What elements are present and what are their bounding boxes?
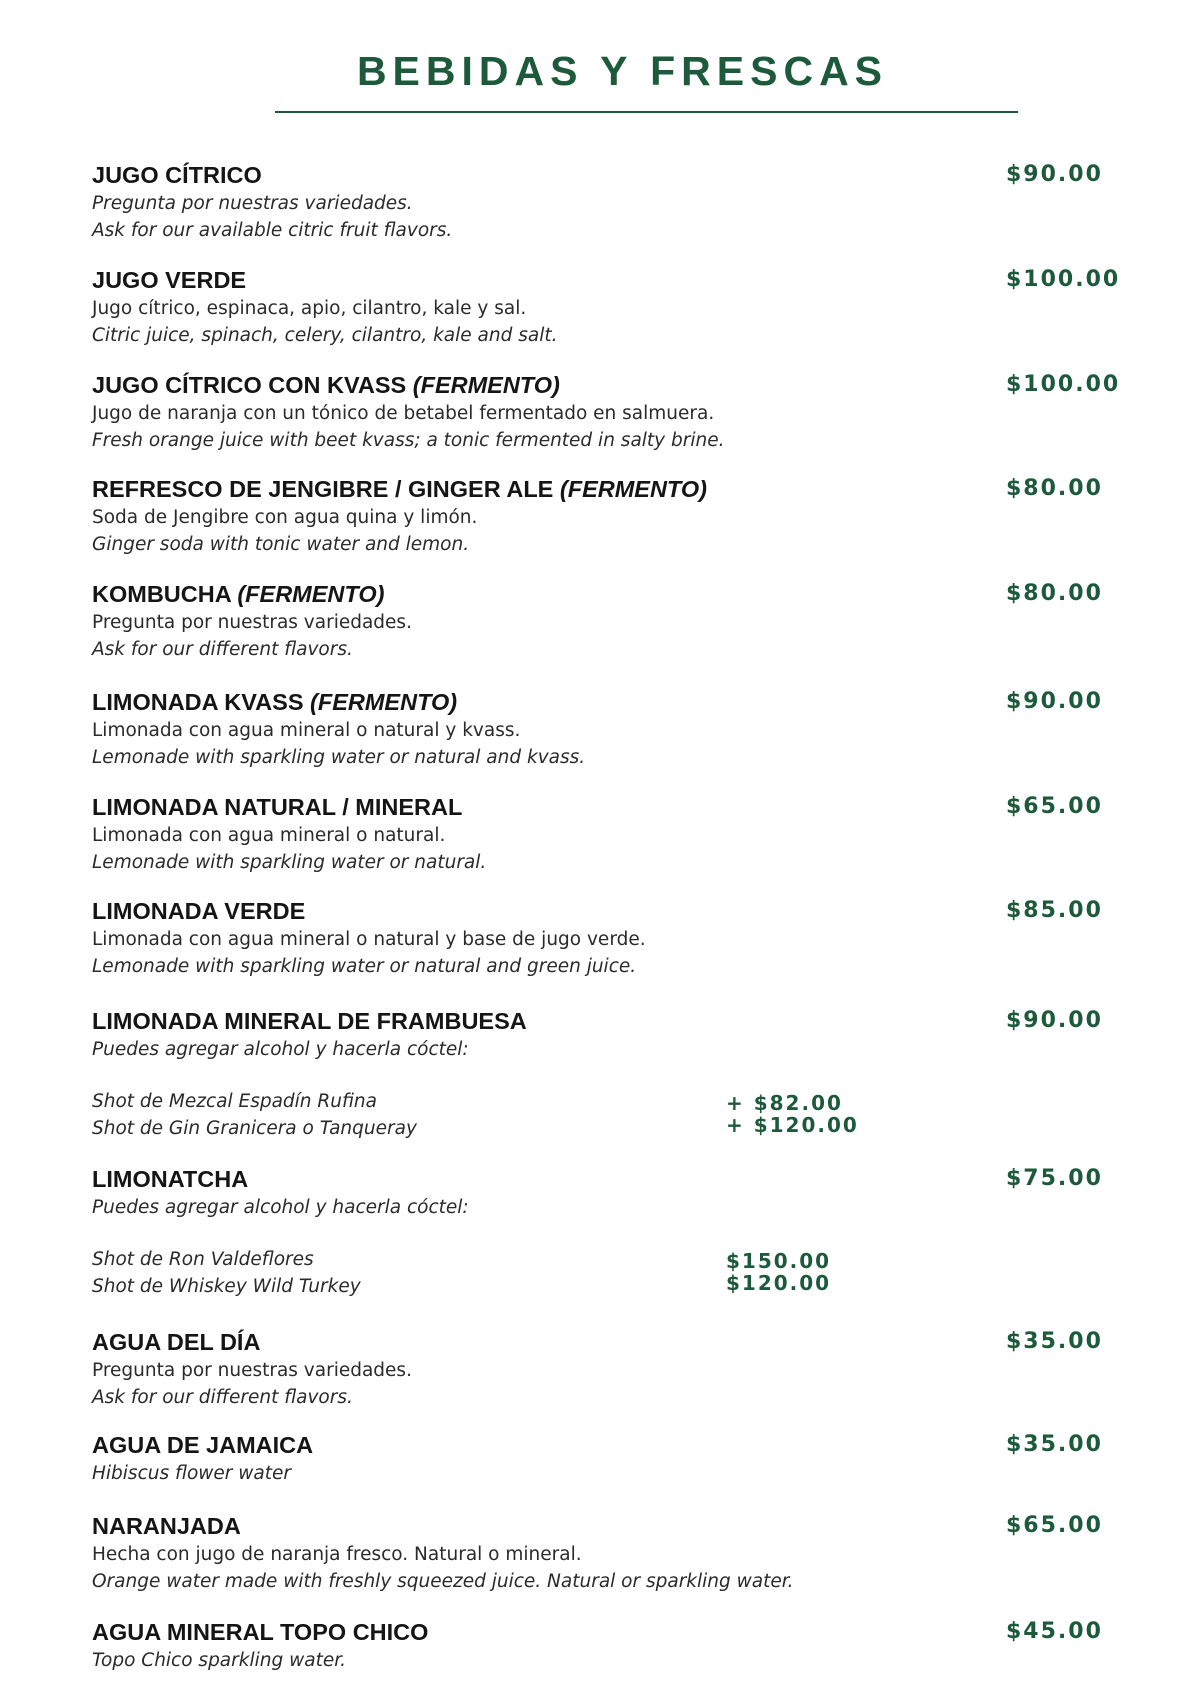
item-price: $90.00 [1006,1008,1103,1033]
item-name [92,1006,1132,1036]
item-description: Puedes agregar alcohol y hacerla cóctel: [92,1197,469,1218]
item-name [92,1617,1132,1647]
item-description: Jugo cítrico, espinaca, apio, cilantro, kale y sal. [92,298,527,319]
item-price: $65.00 [1006,794,1103,819]
addon-label: Shot de Gin Granicera o Tanqueray [92,1118,417,1139]
menu-item [92,370,1132,454]
item-description: Lemonade with sparkling water or natural. [92,852,487,873]
item-description: Ginger soda with tonic water and lemon. [92,534,470,555]
menu-item [92,1164,1132,1300]
item-price: $90.00 [1006,689,1103,714]
item-description: Limonada con agua mineral o natural. [92,825,446,846]
item-description: Fresh orange juice with beet kvass; a tonic fermented in salty brine. [92,430,725,451]
item-name-text: LIMONADA VERDE [92,898,306,924]
item-description: Hecha con jugo de naranja fresco. Natural o mineral. [92,1544,582,1565]
page-title: BEBIDAS Y FRESCAS [356,48,889,94]
item-name [92,265,1132,295]
item-tag: (FERMENTO) [237,581,385,607]
addon-price: + $82.00 [726,1091,843,1115]
menu-item [92,792,1132,876]
menu-item [92,1511,1132,1595]
addon-label: Shot de Ron Valdeflores [92,1249,314,1270]
addon-price: + $120.00 [726,1113,859,1137]
addon-label: Shot de Whiskey Wild Turkey [92,1276,361,1297]
item-price: $35.00 [1006,1329,1103,1354]
item-description: Pregunta por nuestras variedades. [92,1360,412,1381]
item-description: Topo Chico sparkling water. [92,1650,346,1671]
item-name-text: AGUA MINERAL TOPO CHICO [92,1619,429,1645]
item-price: $85.00 [1006,898,1103,923]
item-name-text: REFRESCO DE JENGIBRE / GINGER ALE [92,476,560,502]
item-name [92,1430,1132,1460]
item-description: Lemonade with sparkling water or natural and green juice. [92,956,637,977]
item-name [92,160,1132,190]
item-name-text: LIMONADA KVASS [92,689,311,715]
item-description: Pregunta por nuestras variedades. [92,612,412,633]
addon-label: Shot de Mezcal Espadín Rufina [92,1091,377,1112]
item-price: $35.00 [1006,1432,1103,1457]
item-description: Orange water made with freshly squeezed juice. Natural or sparkling water. [92,1571,794,1592]
item-name-text: NARANJADA [92,1513,241,1539]
item-price: $45.00 [1006,1619,1103,1644]
item-price: $80.00 [1006,581,1103,606]
title-divider [275,111,1018,113]
addon-price: $120.00 [726,1271,832,1295]
menu-item [92,474,1132,558]
addon-list [92,1088,1132,1142]
item-tag: (FERMENTO) [412,372,560,398]
item-description: Lemonade with sparkling water or natural and kvass. [92,747,586,768]
item-name-text: KOMBUCHA [92,581,238,607]
item-price: $100.00 [1006,267,1121,292]
item-name [92,687,1132,717]
item-name-text: JUGO CÍTRICO CON KVASS [92,372,413,398]
item-name [92,370,1132,400]
addon-list [92,1246,1132,1300]
menu-item [92,265,1132,349]
item-name [92,1164,1132,1194]
item-description: Puedes agregar alcohol y hacerla cóctel: [92,1039,469,1060]
menu-item [92,579,1132,663]
item-name-text: JUGO CÍTRICO [92,162,262,188]
item-name-text: LIMONATCHA [92,1166,249,1192]
item-description: Hibiscus flower water [92,1463,291,1484]
item-name-text: AGUA DE JAMAICA [92,1432,314,1458]
item-name-text: LIMONADA MINERAL DE FRAMBUESA [92,1008,527,1034]
item-name-text: LIMONADA NATURAL / MINERAL [92,794,463,820]
item-price: $90.00 [1006,162,1103,187]
menu-item [92,1430,1132,1487]
item-description: Soda de Jengibre con agua quina y limón. [92,507,478,528]
item-name [92,474,1132,504]
item-tag: (FERMENTO) [559,476,707,502]
item-description: Pregunta por nuestras variedades. [92,193,413,214]
item-description: Ask for our available citric fruit flavors. [92,220,453,241]
menu-item [92,1617,1132,1674]
item-name [92,579,1132,609]
item-name [92,896,1132,926]
item-name-text: AGUA DEL DÍA [92,1329,261,1355]
item-price: $80.00 [1006,476,1103,501]
menu-item [92,160,1132,244]
menu-item [92,896,1132,980]
item-price: $75.00 [1006,1166,1103,1191]
item-description: Ask for our different flavors. [92,639,353,660]
item-name [92,1511,1132,1541]
item-price: $65.00 [1006,1513,1103,1538]
addon-price: $150.00 [726,1249,832,1273]
item-tag: (FERMENTO) [310,689,458,715]
item-name-text: JUGO VERDE [92,267,247,293]
item-name [92,1327,1132,1357]
item-price: $100.00 [1006,372,1121,397]
menu-item [92,1327,1132,1411]
item-description: Ask for our different flavors. [92,1387,353,1408]
item-name [92,792,1132,822]
item-description: Limonada con agua mineral o natural y base de jugo verde. [92,929,646,950]
item-description: Jugo de naranja con un tónico de betabel fermentado en salmuera. [92,403,715,424]
item-description: Limonada con agua mineral o natural y kvass. [92,720,521,741]
menu-item [92,687,1132,771]
menu-item [92,1006,1132,1142]
item-description: Citric juice, spinach, celery, cilantro, kale and salt. [92,325,558,346]
